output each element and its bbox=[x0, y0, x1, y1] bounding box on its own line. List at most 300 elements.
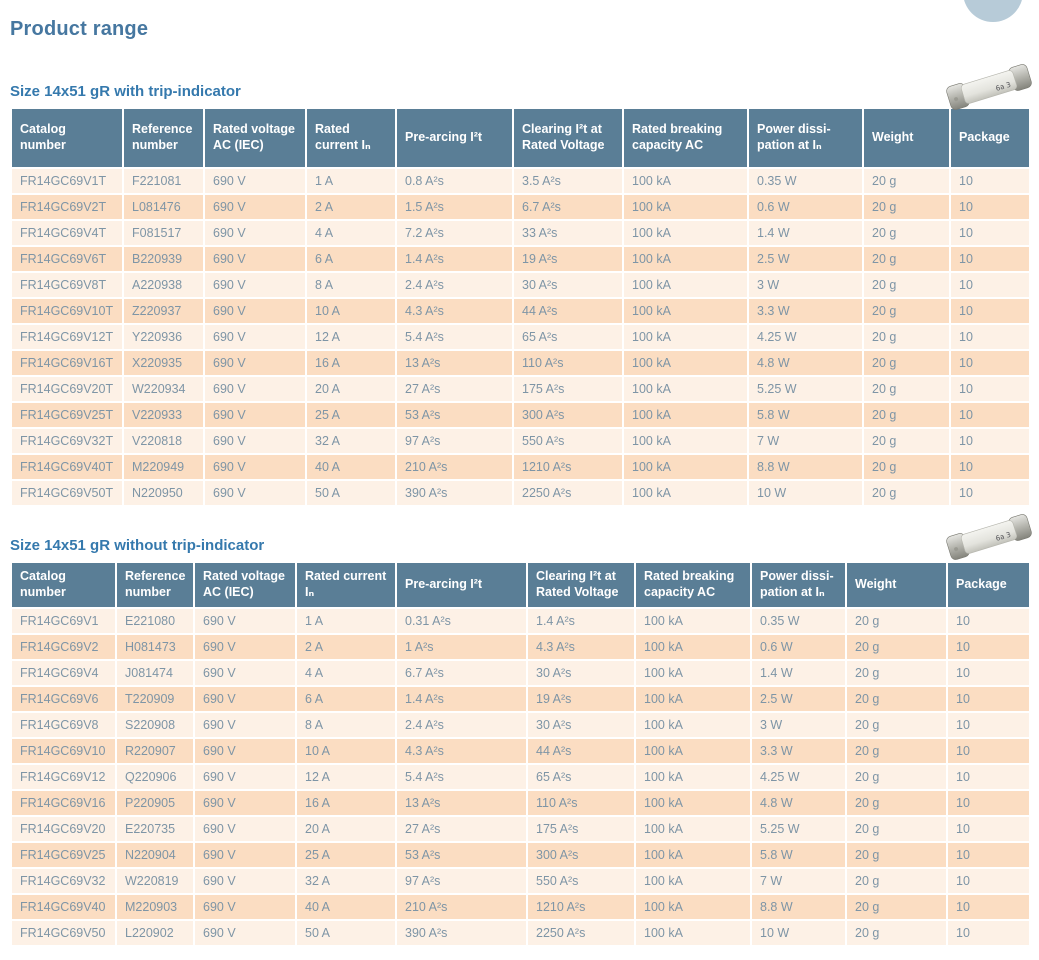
table-cell: 6.7 A²s bbox=[514, 195, 622, 219]
table-cell: 20 g bbox=[864, 299, 949, 323]
table-cell: W220934 bbox=[124, 377, 203, 401]
table-cell: 10 bbox=[948, 739, 1029, 763]
table-cell: 16 A bbox=[307, 351, 395, 375]
column-header: Weight bbox=[847, 563, 946, 607]
table-cell: 20 g bbox=[847, 791, 946, 815]
table-cell: 0.6 W bbox=[752, 635, 845, 659]
table-cell: 690 V bbox=[195, 635, 295, 659]
table-cell: 20 g bbox=[847, 661, 946, 685]
table-row bbox=[12, 609, 1029, 633]
table-cell: 5.8 W bbox=[752, 843, 845, 867]
table-cell: 40 A bbox=[307, 455, 395, 479]
table-cell: 20 g bbox=[847, 635, 946, 659]
table-cell: 33 A²s bbox=[514, 221, 622, 245]
table-cell: 10 W bbox=[752, 921, 845, 945]
table-cell: FR14GC69V25 bbox=[12, 843, 115, 867]
table-cell: 50 A bbox=[307, 481, 395, 505]
table-row bbox=[12, 817, 1029, 841]
table-cell: 1 A bbox=[307, 169, 395, 193]
table-row bbox=[12, 791, 1029, 815]
table-cell: S220908 bbox=[117, 713, 193, 737]
table-cell: Y220936 bbox=[124, 325, 203, 349]
table-cell: 2.5 W bbox=[752, 687, 845, 711]
table-cell: 550 A²s bbox=[528, 869, 634, 893]
table-cell: Q220906 bbox=[117, 765, 193, 789]
table-cell: F081517 bbox=[124, 221, 203, 245]
fuse-photo bbox=[943, 62, 1035, 112]
table-cell: 4.8 W bbox=[752, 791, 845, 815]
column-header: Rated current Iₙ bbox=[297, 563, 395, 607]
table-row bbox=[12, 403, 1029, 427]
table-cell: 2.4 A²s bbox=[397, 273, 512, 297]
table-cell: 13 A²s bbox=[397, 351, 512, 375]
table-row bbox=[12, 765, 1029, 789]
table-cell: 10 bbox=[948, 791, 1029, 815]
table-cell: 100 kA bbox=[636, 817, 750, 841]
table-cell: 300 A²s bbox=[528, 843, 634, 867]
table-cell: 690 V bbox=[205, 351, 305, 375]
table-cell: 0.31 A²s bbox=[397, 609, 526, 633]
table-cell: 1210 A²s bbox=[514, 455, 622, 479]
product-table-with-trip bbox=[10, 107, 1031, 507]
table-cell: 20 g bbox=[864, 273, 949, 297]
table-cell: 100 kA bbox=[636, 609, 750, 633]
table-cell: 100 kA bbox=[624, 273, 747, 297]
table-cell: FR14GC69V6T bbox=[12, 247, 122, 271]
table-cell: 53 A²s bbox=[397, 403, 512, 427]
table-cell: 20 g bbox=[864, 325, 949, 349]
table-cell: B220939 bbox=[124, 247, 203, 271]
table-cell: 10 bbox=[948, 661, 1029, 685]
table-cell: 40 A bbox=[297, 895, 395, 919]
table-cell: 3.5 A²s bbox=[514, 169, 622, 193]
table-cell: 2 A bbox=[307, 195, 395, 219]
table-cell: 100 kA bbox=[624, 455, 747, 479]
table-cell: 1.5 A²s bbox=[397, 195, 512, 219]
table-cell: FR14GC69V16 bbox=[12, 791, 115, 815]
table-cell: M220903 bbox=[117, 895, 193, 919]
table-cell: 175 A²s bbox=[528, 817, 634, 841]
table-cell: FR14GC69V40 bbox=[12, 895, 115, 919]
table-cell: 10 A bbox=[297, 739, 395, 763]
table-cell: 4.25 W bbox=[752, 765, 845, 789]
table-cell: 20 A bbox=[297, 817, 395, 841]
table-cell: H081473 bbox=[117, 635, 193, 659]
section-title: Size 14x51 gR with trip-indicator bbox=[10, 83, 241, 100]
table-cell: 32 A bbox=[297, 869, 395, 893]
table-cell: 10 bbox=[948, 921, 1029, 945]
table-row bbox=[12, 429, 1029, 453]
table-cell: 210 A²s bbox=[397, 455, 512, 479]
table-cell: 50 A bbox=[297, 921, 395, 945]
svg-text:6a 3: 6a 3 bbox=[994, 530, 1012, 543]
table-cell: 20 g bbox=[864, 195, 949, 219]
table-cell: 30 A²s bbox=[528, 661, 634, 685]
table-cell: 390 A²s bbox=[397, 481, 512, 505]
table-cell: 100 kA bbox=[636, 661, 750, 685]
table-cell: 690 V bbox=[205, 377, 305, 401]
table-row bbox=[12, 739, 1029, 763]
table-cell: 12 A bbox=[307, 325, 395, 349]
table-row bbox=[12, 195, 1029, 219]
column-header: Catalog number bbox=[12, 109, 122, 167]
table-cell: 97 A²s bbox=[397, 429, 512, 453]
table-cell: 44 A²s bbox=[528, 739, 634, 763]
table-cell: 25 A bbox=[297, 843, 395, 867]
table-cell: FR14GC69V50 bbox=[12, 921, 115, 945]
table-cell: 690 V bbox=[195, 791, 295, 815]
table-cell: V220933 bbox=[124, 403, 203, 427]
table-cell: 690 V bbox=[195, 661, 295, 685]
table-cell: 19 A²s bbox=[528, 687, 634, 711]
table-cell: 53 A²s bbox=[397, 843, 526, 867]
table-cell: 100 kA bbox=[636, 713, 750, 737]
table-cell: P220905 bbox=[117, 791, 193, 815]
table-cell: FR14GC69V20 bbox=[12, 817, 115, 841]
table-cell: J081474 bbox=[117, 661, 193, 685]
table-cell: FR14GC69V16T bbox=[12, 351, 122, 375]
table-cell: 100 kA bbox=[624, 429, 747, 453]
table-cell: 4.3 A²s bbox=[528, 635, 634, 659]
table-cell: 3.3 W bbox=[749, 299, 862, 323]
table-cell: 20 g bbox=[847, 765, 946, 789]
table-cell: 20 g bbox=[864, 403, 949, 427]
table-cell: 5.8 W bbox=[749, 403, 862, 427]
table-cell: 10 bbox=[951, 169, 1029, 193]
table-cell: FR14GC69V10 bbox=[12, 739, 115, 763]
table-cell: 690 V bbox=[205, 195, 305, 219]
table-cell: 100 kA bbox=[636, 869, 750, 893]
table-cell: 30 A²s bbox=[528, 713, 634, 737]
table-cell: E220735 bbox=[117, 817, 193, 841]
table-cell: 10 bbox=[948, 843, 1029, 867]
table-cell: FR14GC69V4T bbox=[12, 221, 122, 245]
table-cell: 1210 A²s bbox=[528, 895, 634, 919]
table-cell: 3 W bbox=[752, 713, 845, 737]
table-cell: 10 bbox=[951, 377, 1029, 401]
table-cell: 5.25 W bbox=[749, 377, 862, 401]
table-cell: 1.4 W bbox=[749, 221, 862, 245]
table-row bbox=[12, 687, 1029, 711]
table-cell: 6.7 A²s bbox=[397, 661, 526, 685]
column-header: Rated voltage AC (IEC) bbox=[195, 563, 295, 607]
table-cell: 13 A²s bbox=[397, 791, 526, 815]
table-cell: 100 kA bbox=[624, 221, 747, 245]
table-cell: 690 V bbox=[205, 221, 305, 245]
column-header: Power dissi-pation at Iₙ bbox=[749, 109, 862, 167]
table-cell: 20 g bbox=[847, 687, 946, 711]
table-cell: 20 g bbox=[847, 895, 946, 919]
column-header: Catalog number bbox=[12, 563, 115, 607]
section-title: Size 14x51 gR without trip-indicator bbox=[10, 537, 265, 554]
table-cell: FR14GC69V12T bbox=[12, 325, 122, 349]
table-cell: FR14GC69V20T bbox=[12, 377, 122, 401]
table-cell: T220909 bbox=[117, 687, 193, 711]
column-header: Pre-arcing I²t bbox=[397, 563, 526, 607]
table-cell: 2250 A²s bbox=[528, 921, 634, 945]
table-cell: 10 bbox=[951, 247, 1029, 271]
table-cell: 690 V bbox=[205, 455, 305, 479]
table-cell: 20 g bbox=[864, 455, 949, 479]
table-cell: 10 bbox=[951, 221, 1029, 245]
header-row bbox=[12, 109, 1029, 167]
table-cell: 690 V bbox=[195, 765, 295, 789]
table-row bbox=[12, 325, 1029, 349]
table-cell: 97 A²s bbox=[397, 869, 526, 893]
table-cell: 1.4 A²s bbox=[397, 687, 526, 711]
table-cell: 10 bbox=[951, 403, 1029, 427]
table-cell: 20 g bbox=[847, 609, 946, 633]
fuse-photo bbox=[943, 512, 1035, 562]
table-cell: 100 kA bbox=[624, 377, 747, 401]
table-cell: 8.8 W bbox=[749, 455, 862, 479]
table-row bbox=[12, 299, 1029, 323]
table-cell: 20 A bbox=[307, 377, 395, 401]
table-cell: 10 bbox=[948, 869, 1029, 893]
table-cell: 1.4 A²s bbox=[397, 247, 512, 271]
table-cell: 10 bbox=[951, 299, 1029, 323]
table-cell: 4 A bbox=[297, 661, 395, 685]
table-row bbox=[12, 481, 1029, 505]
table-cell: 20 g bbox=[864, 481, 949, 505]
table-cell: 690 V bbox=[205, 169, 305, 193]
column-header: Rated breaking capacity AC bbox=[624, 109, 747, 167]
table-cell: FR14GC69V1T bbox=[12, 169, 122, 193]
table-cell: 3 W bbox=[749, 273, 862, 297]
table-cell: F221081 bbox=[124, 169, 203, 193]
table-cell: FR14GC69V6 bbox=[12, 687, 115, 711]
table-cell: 44 A²s bbox=[514, 299, 622, 323]
table-cell: 690 V bbox=[195, 817, 295, 841]
table-cell: N220950 bbox=[124, 481, 203, 505]
table-cell: 2.4 A²s bbox=[397, 713, 526, 737]
column-header: Reference number bbox=[117, 563, 193, 607]
table-cell: 20 g bbox=[864, 247, 949, 271]
table-cell: FR14GC69V8T bbox=[12, 273, 122, 297]
column-header: Reference number bbox=[124, 109, 203, 167]
table-cell: 100 kA bbox=[636, 791, 750, 815]
page-title: Product range bbox=[10, 18, 149, 40]
table-cell: 100 kA bbox=[624, 195, 747, 219]
table-cell: A220938 bbox=[124, 273, 203, 297]
table-cell: 10 bbox=[951, 325, 1029, 349]
table-cell: 10 bbox=[951, 429, 1029, 453]
table-cell: 5.4 A²s bbox=[397, 765, 526, 789]
table-cell: FR14GC69V2T bbox=[12, 195, 122, 219]
table-cell: FR14GC69V12 bbox=[12, 765, 115, 789]
table-row bbox=[12, 273, 1029, 297]
table-row bbox=[12, 169, 1029, 193]
column-header: Power dissi-pation at Iₙ bbox=[752, 563, 845, 607]
table-cell: L081476 bbox=[124, 195, 203, 219]
table-cell: 690 V bbox=[195, 713, 295, 737]
table-cell: 25 A bbox=[307, 403, 395, 427]
column-header: Rated current Iₙ bbox=[307, 109, 395, 167]
table-row bbox=[12, 713, 1029, 737]
svg-text:6a 3: 6a 3 bbox=[994, 80, 1012, 93]
column-header: Clearing I²t at Rated Voltage bbox=[528, 563, 634, 607]
table-cell: 8.8 W bbox=[752, 895, 845, 919]
table-cell: 690 V bbox=[205, 273, 305, 297]
table-row bbox=[12, 921, 1029, 945]
table-cell: FR14GC69V25T bbox=[12, 403, 122, 427]
table-cell: 4 A bbox=[307, 221, 395, 245]
column-header: Package bbox=[951, 109, 1029, 167]
table-cell: 20 g bbox=[847, 713, 946, 737]
column-header: Pre-arcing I²t bbox=[397, 109, 512, 167]
table-cell: 690 V bbox=[195, 895, 295, 919]
table-row bbox=[12, 869, 1029, 893]
table-cell: 12 A bbox=[297, 765, 395, 789]
table-cell: 690 V bbox=[205, 325, 305, 349]
table-cell: 100 kA bbox=[624, 299, 747, 323]
table-cell: FR14GC69V8 bbox=[12, 713, 115, 737]
table-cell: 20 g bbox=[864, 221, 949, 245]
table-cell: 110 A²s bbox=[528, 791, 634, 815]
table-cell: 5.25 W bbox=[752, 817, 845, 841]
table-cell: 690 V bbox=[195, 739, 295, 763]
table-cell: 690 V bbox=[205, 299, 305, 323]
table-cell: 690 V bbox=[205, 481, 305, 505]
table-row bbox=[12, 843, 1029, 867]
table-cell: 10 bbox=[948, 713, 1029, 737]
table-cell: 690 V bbox=[195, 921, 295, 945]
table-cell: 1.4 W bbox=[752, 661, 845, 685]
table-cell: 7 W bbox=[749, 429, 862, 453]
table-cell: 2 A bbox=[297, 635, 395, 659]
table-cell: 690 V bbox=[195, 609, 295, 633]
table-cell: 100 kA bbox=[624, 481, 747, 505]
table-cell: 19 A²s bbox=[514, 247, 622, 271]
table-cell: R220907 bbox=[117, 739, 193, 763]
table-row bbox=[12, 351, 1029, 375]
table-cell: W220819 bbox=[117, 869, 193, 893]
table-cell: 690 V bbox=[205, 403, 305, 427]
table-cell: 27 A²s bbox=[397, 377, 512, 401]
table-cell: 100 kA bbox=[624, 403, 747, 427]
table-row bbox=[12, 455, 1029, 479]
table-cell: 0.8 A²s bbox=[397, 169, 512, 193]
table-cell: V220818 bbox=[124, 429, 203, 453]
table-cell: 0.35 W bbox=[749, 169, 862, 193]
table-cell: 10 bbox=[951, 195, 1029, 219]
section-without-trip-indicator bbox=[10, 537, 1031, 947]
table-cell: 690 V bbox=[205, 247, 305, 271]
table-cell: 4.3 A²s bbox=[397, 739, 526, 763]
table-cell: 65 A²s bbox=[528, 765, 634, 789]
table-cell: 20 g bbox=[847, 817, 946, 841]
table-cell: 100 kA bbox=[636, 739, 750, 763]
table-row bbox=[12, 377, 1029, 401]
column-header: Package bbox=[948, 563, 1029, 607]
table-cell: 7 W bbox=[752, 869, 845, 893]
table-cell: 110 A²s bbox=[514, 351, 622, 375]
table-cell: 100 kA bbox=[624, 325, 747, 349]
table-cell: 3.3 W bbox=[752, 739, 845, 763]
table-cell: 10 bbox=[948, 609, 1029, 633]
table-row bbox=[12, 895, 1029, 919]
table-cell: 20 g bbox=[864, 169, 949, 193]
table-cell: FR14GC69V32 bbox=[12, 869, 115, 893]
table-cell: 100 kA bbox=[636, 921, 750, 945]
table-cell: 32 A bbox=[307, 429, 395, 453]
table-cell: FR14GC69V4 bbox=[12, 661, 115, 685]
table-cell: 690 V bbox=[195, 869, 295, 893]
table-cell: 1 A bbox=[297, 609, 395, 633]
column-header: Weight bbox=[864, 109, 949, 167]
table-cell: 0.35 W bbox=[752, 609, 845, 633]
table-cell: M220949 bbox=[124, 455, 203, 479]
table-cell: 690 V bbox=[205, 429, 305, 453]
table-cell: 100 kA bbox=[636, 765, 750, 789]
table-cell: 20 g bbox=[864, 429, 949, 453]
table-cell: 20 g bbox=[847, 739, 946, 763]
table-cell: 20 g bbox=[847, 843, 946, 867]
table-cell: 1 A²s bbox=[397, 635, 526, 659]
table-cell: 100 kA bbox=[624, 169, 747, 193]
table-cell: 27 A²s bbox=[397, 817, 526, 841]
section-with-trip-indicator bbox=[10, 80, 1031, 507]
table-row bbox=[12, 635, 1029, 659]
product-table-without-trip bbox=[10, 561, 1031, 947]
table-cell: FR14GC69V1 bbox=[12, 609, 115, 633]
table-row bbox=[12, 247, 1029, 271]
table-cell: 20 g bbox=[847, 869, 946, 893]
table-cell: 1.4 A²s bbox=[528, 609, 634, 633]
table-cell: 10 bbox=[948, 687, 1029, 711]
table-cell: 20 g bbox=[847, 921, 946, 945]
table-cell: 10 bbox=[951, 481, 1029, 505]
table-cell: FR14GC69V32T bbox=[12, 429, 122, 453]
table-cell: 10 bbox=[951, 273, 1029, 297]
table-cell: Z220937 bbox=[124, 299, 203, 323]
table-cell: 10 W bbox=[749, 481, 862, 505]
table-cell: 4.3 A²s bbox=[397, 299, 512, 323]
table-cell: 65 A²s bbox=[514, 325, 622, 349]
table-cell: E221080 bbox=[117, 609, 193, 633]
table-cell: 100 kA bbox=[636, 895, 750, 919]
table-cell: FR14GC69V50T bbox=[12, 481, 122, 505]
table-cell: 10 bbox=[951, 455, 1029, 479]
column-header: Rated voltage AC (IEC) bbox=[205, 109, 305, 167]
column-header: Clearing I²t at Rated Voltage bbox=[514, 109, 622, 167]
table-cell: 6 A bbox=[307, 247, 395, 271]
table-cell: FR14GC69V40T bbox=[12, 455, 122, 479]
table-cell: 5.4 A²s bbox=[397, 325, 512, 349]
table-cell: 2.5 W bbox=[749, 247, 862, 271]
table-cell: 8 A bbox=[297, 713, 395, 737]
table-cell: 10 bbox=[948, 765, 1029, 789]
table-cell: 100 kA bbox=[624, 247, 747, 271]
table-cell: 30 A²s bbox=[514, 273, 622, 297]
table-row bbox=[12, 221, 1029, 245]
table-cell: 16 A bbox=[297, 791, 395, 815]
table-cell: 300 A²s bbox=[514, 403, 622, 427]
table-cell: 10 A bbox=[307, 299, 395, 323]
table-cell: 6 A bbox=[297, 687, 395, 711]
table-cell: 175 A²s bbox=[514, 377, 622, 401]
table-cell: FR14GC69V10T bbox=[12, 299, 122, 323]
table-cell: 210 A²s bbox=[397, 895, 526, 919]
table-cell: 690 V bbox=[195, 843, 295, 867]
header-row bbox=[12, 563, 1029, 607]
table-cell: 10 bbox=[948, 895, 1029, 919]
table-cell: 0.6 W bbox=[749, 195, 862, 219]
table-cell: 550 A²s bbox=[514, 429, 622, 453]
table-cell: 8 A bbox=[307, 273, 395, 297]
column-header: Rated breaking capacity AC bbox=[636, 563, 750, 607]
table-cell: 4.8 W bbox=[749, 351, 862, 375]
